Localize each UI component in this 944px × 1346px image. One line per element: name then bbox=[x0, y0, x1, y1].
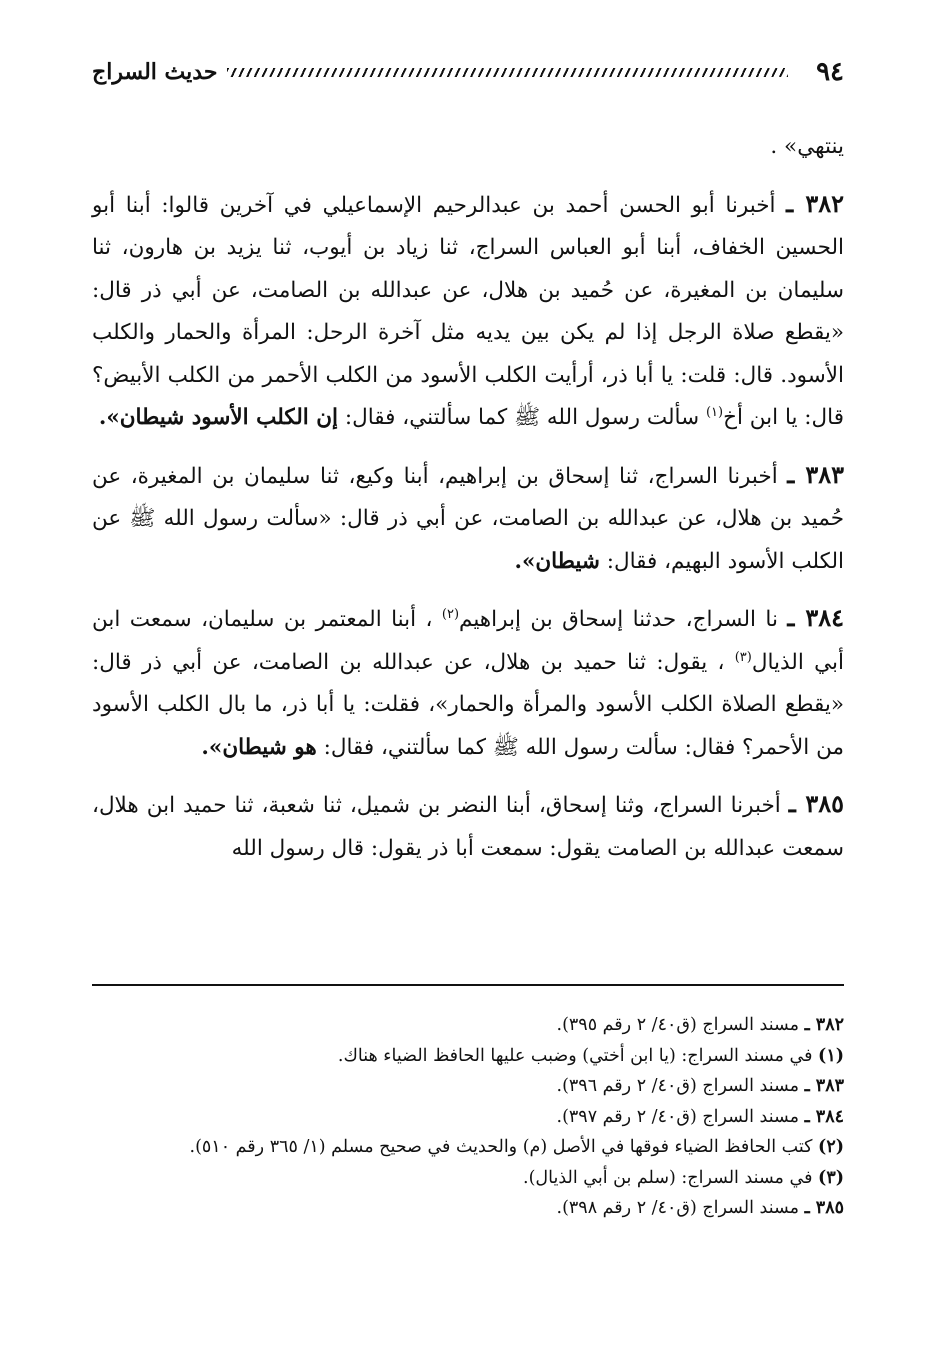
footnote-divider bbox=[92, 984, 844, 986]
main-text bbox=[92, 126, 844, 870]
footnote-text: في مسند السراج: (يا ابن أختي) وضبب عليها الحافظ الضياء هناك. bbox=[337, 1045, 813, 1066]
footnote-text: مسند السراج (ق٤٠/ ٢ رقم ٣٩٦). bbox=[556, 1076, 799, 1096]
hadith-text: أخبرنا السراج، ثنا إسحاق بن إبراهيم، أبنا وكيع، ثنا سليمان بن المغيرة، عن حُميد بن هلال، عن عبدالله بن الصامت، عن أبي ذر قال: «سألت رسول الله ﷺ عن الكلب الأسود البهيم، فقال: bbox=[92, 463, 844, 574]
footnote-number: ٣٨٣ ـ bbox=[804, 1076, 844, 1096]
footnotes bbox=[92, 1010, 844, 1224]
hadith-number: ٣٨٥ ـ bbox=[788, 789, 844, 818]
footnote bbox=[92, 1163, 844, 1194]
hadith-text-continued: ، أبنا المعتمر بن سليمان، سمعت ابن أبي الذيال bbox=[92, 607, 844, 675]
footnote-text: مسند السراج (ق٤٠/ ٢ رقم ٣٩٨). bbox=[556, 1198, 799, 1218]
hadith-385 bbox=[92, 783, 844, 870]
hadith-text-continued: ، يقول: ثنا حميد بن هلال، عن عبدالله بن الصامت، عن أبي ذر قال: «يقطع الصلاة الكلب الأسود والمرأة والحمار»، فقلت: يا أبا ذر، ما بال الكلب الأسود من الأحمر؟ فقال: سألت رسول الله ﷺ كما سألتني، فقال: bbox=[92, 649, 844, 760]
footnote-text: مسند السراج (ق٤٠/ ٢ رقم ٣٩٧). bbox=[556, 1106, 799, 1127]
footnote-text: مسند السراج (ق٤٠/ ٢ رقم ٣٩٥). bbox=[556, 1015, 799, 1035]
intro-line: ينتهي» . bbox=[770, 134, 844, 159]
running-title: حديث السراج bbox=[92, 59, 218, 85]
hadith-text: أخبرنا أبو الحسن أحمد بن عبدالرحيم الإسماعيلي في آخرين قالوا: أبنا أبو الحسين الخفاف، أبنا أبو العباس السراج، ثنا زياد بن أيوب، ثنا يزيد بن هارون، ثنا سليمان بن المغيرة، عن حُميد بن هلال، عن عبدالله بن الصامت، عن أبي ذر قال: «يقطع صلاة الرجل إذا لم يكن بين يديه مثل آخرة الرحل: المرأة والحمار والكلب الأسود. قال: قلت: يا أبا ذر، أرأيت الكلب الأسود من الكلب الأحمر من الكلب الأبيض؟ قال: يا ابن أخ bbox=[92, 192, 844, 430]
footnote-ref: (٢) bbox=[441, 606, 460, 622]
footnote-number: ٣٨٥ ـ bbox=[804, 1198, 844, 1218]
hadith-bold-text: شيطان». bbox=[514, 548, 600, 574]
footnote bbox=[92, 1132, 844, 1163]
footnote bbox=[92, 1071, 844, 1102]
hadith-number: ٣٨٣ ـ bbox=[787, 459, 844, 489]
footnote-number: ٣٨٤ ـ bbox=[804, 1106, 844, 1127]
hadith-382 bbox=[92, 183, 844, 440]
header-rule bbox=[227, 68, 788, 77]
hadith-383 bbox=[92, 454, 844, 584]
hadith-text-continued: سألت رسول الله ﷺ كما سألتني، فقال: bbox=[344, 405, 700, 430]
footnote-number: (٣) bbox=[818, 1167, 844, 1188]
hadith-384 bbox=[92, 597, 844, 769]
footnote bbox=[92, 1010, 844, 1041]
hadith-number: ٣٨٢ ـ bbox=[786, 188, 844, 218]
footnote bbox=[92, 1193, 844, 1224]
page-header bbox=[92, 52, 844, 92]
footnote-ref: (٣) bbox=[734, 649, 752, 665]
footnote bbox=[92, 1041, 844, 1072]
hadith-text: نا السراج، حدثنا إسحاق بن إبراهيم bbox=[459, 607, 778, 632]
footnote-number: (٢) bbox=[818, 1137, 844, 1157]
footnote-text: في مسند السراج: (سلم بن أبي الذيال). bbox=[523, 1167, 813, 1188]
hadith-bold-text: إن الكلب الأسود شيطان». bbox=[98, 405, 339, 430]
footnote-text: كتب الحافظ الضياء فوقها في الأصل (م) والحديث في صحيح مسلم (١/ ٣٦٥ رقم ٥١٠). bbox=[189, 1137, 813, 1157]
page-number: ٩٤ bbox=[816, 57, 844, 87]
footnote bbox=[92, 1102, 844, 1133]
footnote-ref: (١) bbox=[705, 404, 724, 420]
footnote-number: ٣٨٢ ـ bbox=[804, 1015, 844, 1035]
footnote-number: (١) bbox=[818, 1045, 844, 1066]
hadith-text: أخبرنا السراج، وثنا إسحاق، أبنا النضر بن شميل، ثنا شعبة، ثنا حميد ابن هلال، سمعت عبدالله بن الصامت يقول: سمعت أبا ذر يقول: قال رسول الله bbox=[92, 793, 844, 861]
hadith-bold-text: هو شيطان». bbox=[201, 734, 317, 760]
hadith-number: ٣٨٤ ـ bbox=[787, 603, 845, 632]
